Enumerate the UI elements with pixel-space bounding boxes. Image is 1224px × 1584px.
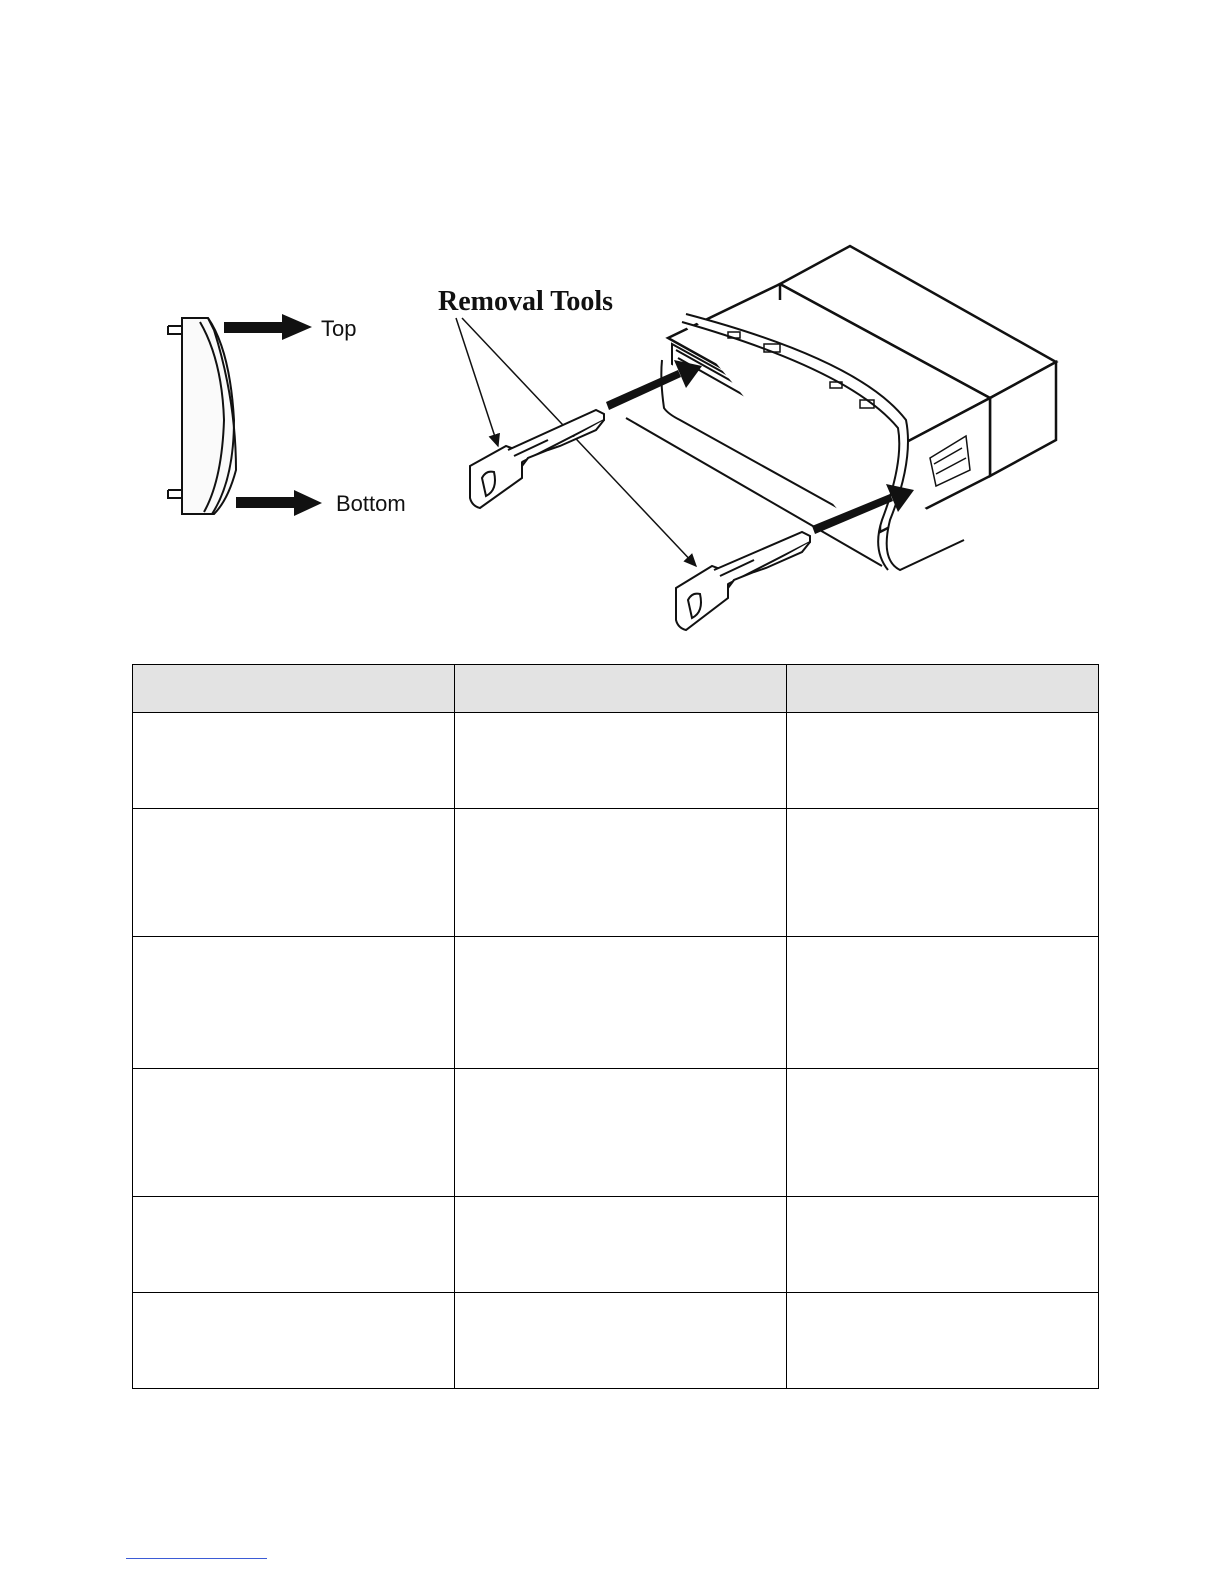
- table-cell: [133, 809, 455, 937]
- table-cell: [133, 1197, 455, 1293]
- removal-tools-pointer-lines: [456, 318, 696, 566]
- table-cell: [787, 809, 1099, 937]
- table-cell: [787, 1293, 1099, 1389]
- faceplate-top-label: Top: [321, 316, 357, 341]
- lower-removal-tool-key: [676, 532, 810, 630]
- table-row: [133, 937, 1099, 1069]
- table-row: [133, 713, 1099, 809]
- table-cell: [133, 937, 455, 1069]
- upper-removal-tool-key: [470, 410, 604, 508]
- table-cell: [787, 1069, 1099, 1197]
- installation-figure: [0, 0, 1224, 660]
- table-row: [133, 1293, 1099, 1389]
- table-cell: [133, 713, 455, 809]
- top-arrow-icon: [224, 314, 312, 340]
- table-row: [133, 1069, 1099, 1197]
- table-cell: [455, 937, 787, 1069]
- table-cell: [133, 1069, 455, 1197]
- removal-tools-label: Removal Tools: [438, 286, 614, 317]
- table-header-row: [133, 665, 1099, 713]
- table-cell: [455, 713, 787, 809]
- table-cell: [455, 1197, 787, 1293]
- table-header-cell: [455, 665, 787, 713]
- bottom-arrow-icon: [236, 490, 322, 516]
- table-cell: [455, 809, 787, 937]
- footnote-separator: [126, 1558, 267, 1559]
- table-cell: [787, 1197, 1099, 1293]
- table-cell: [455, 1293, 787, 1389]
- faceplate-bottom-label: Bottom: [336, 491, 406, 516]
- specification-table: [132, 664, 1099, 1389]
- table-header-cell: [133, 665, 455, 713]
- faceplate-profile-drawing: [168, 318, 236, 514]
- table-header-cell: [787, 665, 1099, 713]
- table-cell: [133, 1293, 455, 1389]
- table-row: [133, 1197, 1099, 1293]
- installation-illustration: [0, 0, 1224, 660]
- table-cell: [787, 937, 1099, 1069]
- table-cell: [787, 713, 1099, 809]
- table-row: [133, 809, 1099, 937]
- table-cell: [455, 1069, 787, 1197]
